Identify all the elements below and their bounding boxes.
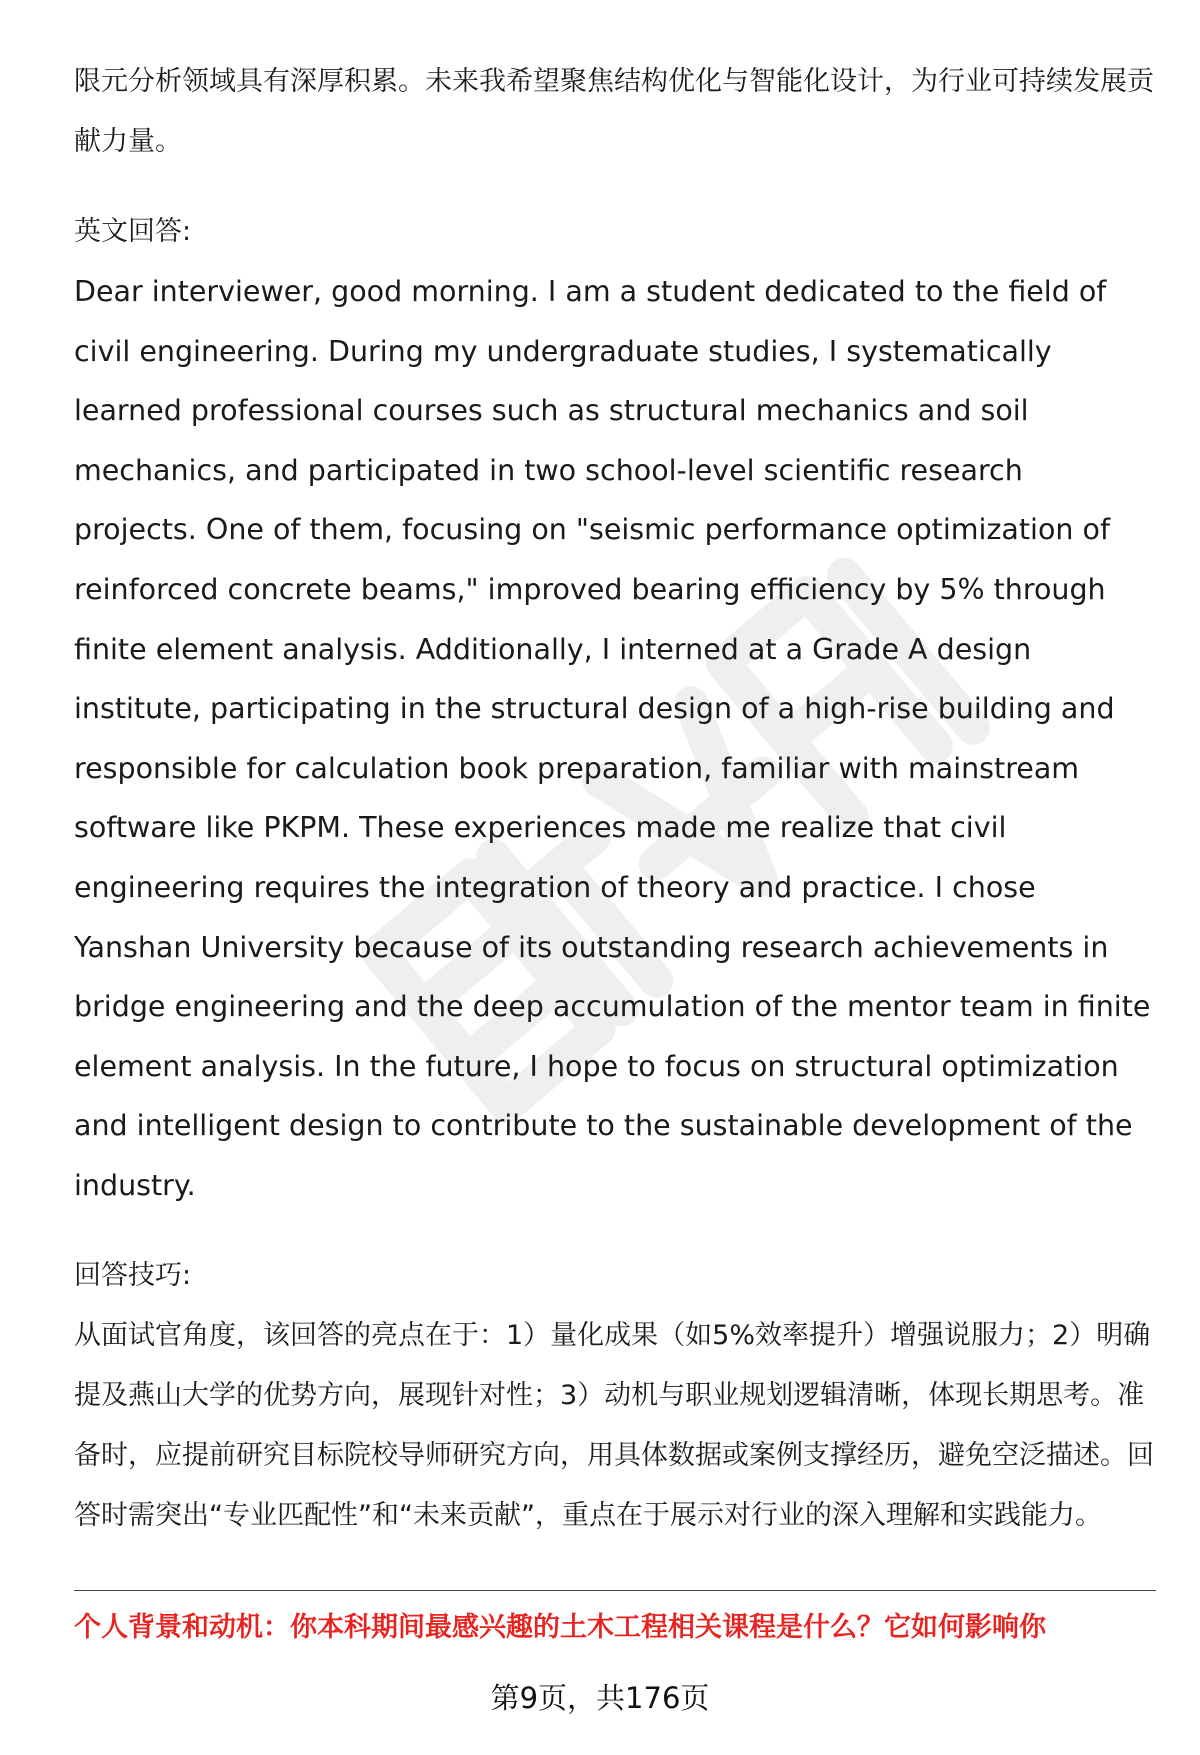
next-question-heading: 个人背景和动机：你本科期间最感兴趣的土木工程相关课程是什么？它如何影响你 xyxy=(74,1612,1046,1643)
page-content xyxy=(74,52,1154,1546)
section-divider xyxy=(74,1590,1156,1591)
previous-answer-tail: 限元分析领域具有深厚积累。未来我希望聚焦结构优化与智能化设计，为行业可持续发展贡献力量。 xyxy=(74,66,1154,157)
tips-text: 从面试官角度，该回答的亮点在于：1）量化成果（如5%效率提升）增强说服力；2）明确提及燕山大学的优势方向，展现针对性；3）动机与职业规划逻辑清晰，体现长期思考。准备时，应提前研究目标院校导师研究方向，用具体数据或案例支撑经历，避免空泛描述。回答时需突出“专业匹配性”和“未来贡献”，重点在于展示对行业的深入理解和实践能力。 xyxy=(74,1319,1154,1531)
english-answer: Dear interviewer, good morning. I am a student dedicated to the field of civil engineering. During my undergraduate studies, I systematically learned professional courses such as structural mechanics and soil mechanics, and participated in two school-level scientific research projects. One of them, focusing on "seismic performance optimization of reinforced concrete beams," improved bearing efficiency by 5% through finite element analysis. Additionally, I interned at a Grade A design institute, participating in the structural design of a high-rise building and responsible for calculation book preparation, familiar with mainstream software like PKPM. These experiences made me realize that civil engineering requires the integration of theory and practice. I chose Yanshan University because of its outstanding research achievements in bridge engineering and the deep accumulation of the mentor team in finite element analysis. In the future, I hope to focus on structural optimization and intelligent design to contribute to the sustainable development of the industry. xyxy=(74,275,1151,1202)
tips-label: 回答技巧: xyxy=(74,1259,192,1291)
english-answer-label: 英文回答: xyxy=(74,216,192,247)
page-number: 第9页，共176页 xyxy=(490,1681,710,1715)
